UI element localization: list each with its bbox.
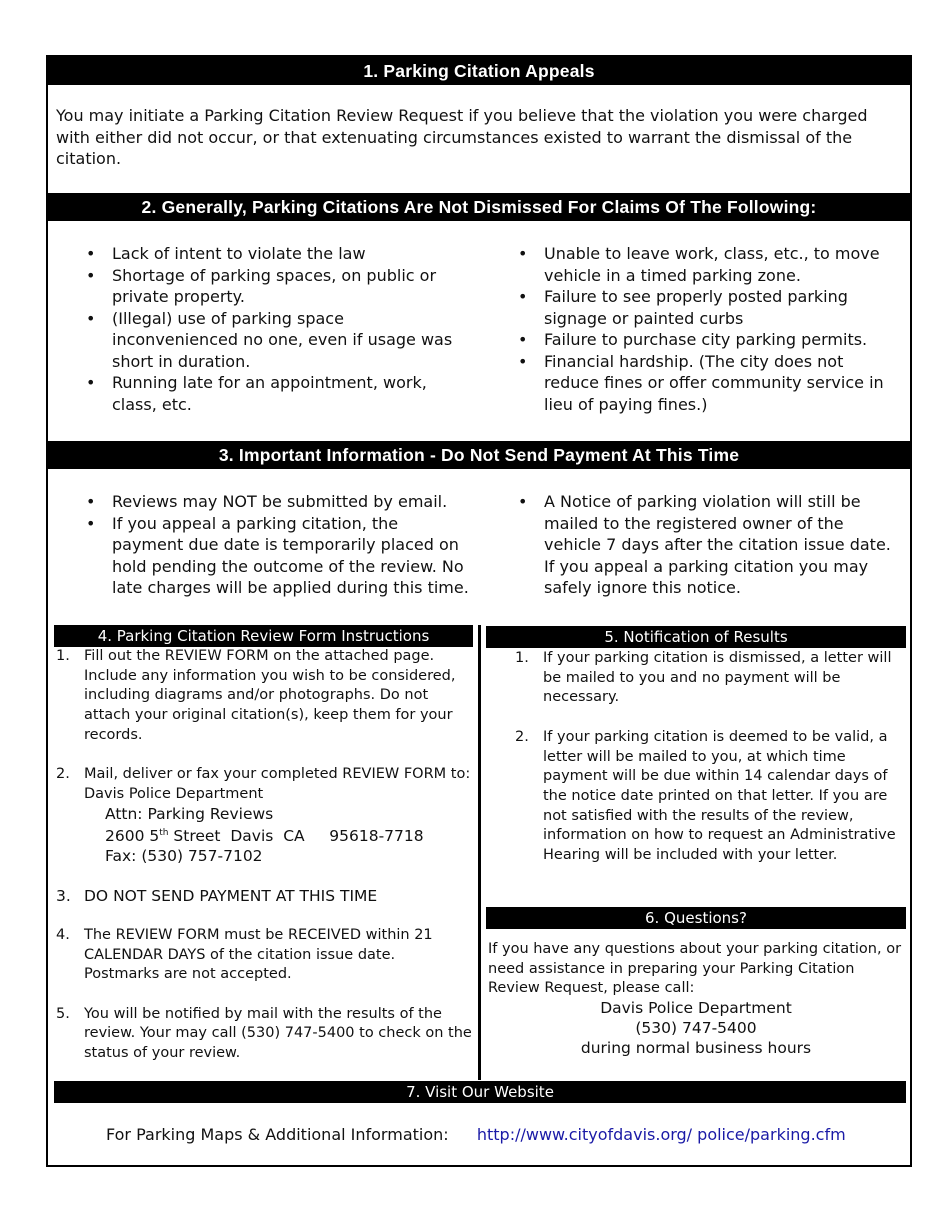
street-rest: Street Davis CA 95618-7718 [168, 827, 424, 846]
section-6-header: 6. Questions? [486, 907, 906, 929]
section-4-list [56, 647, 474, 1064]
section-2-header: 2. Generally, Parking Citations Are Not Dismissed For Claims Of The Following: [48, 193, 910, 221]
list-item: • Failure to purchase city parking permits. [514, 329, 899, 351]
contact-phone: (530) 747-5400 [635, 1019, 757, 1037]
item-number: 1. [56, 648, 70, 664]
attn-line: Attn: Parking Reviews [105, 804, 274, 823]
item-text: Mail, deliver or fax your completed REVIEW FORM to: Davis Police Department [84, 766, 471, 802]
fax-line: Fax: (530) 757-7102 [105, 847, 263, 866]
item-number: 2. [515, 728, 529, 745]
section-6-body: If you have any questions about your parking citation, or need assistance in preparing your Parking Citation Review Request, please call: [488, 941, 902, 997]
section-1-header: 1. Parking Citation Appeals [48, 57, 910, 85]
item-text: Fill out the REVIEW FORM on the attached page. Include any information you wish to be considered, including diagrams and/or photographs. Do not attach your original citation(s), keep them for your records. [84, 648, 456, 743]
item-number: 3. [56, 886, 71, 905]
list-item [56, 765, 474, 867]
list-item: • Reviews may NOT be submitted by email. [82, 491, 474, 513]
list-item: • Unable to leave work, class, etc., to move vehicle in a timed parking zone. [514, 243, 899, 286]
item-text: If your parking citation is dismissed, a letter will be mailed to you and no payment will be necessary. [543, 650, 892, 706]
list-item: • Failure to see properly posted parking signage or painted curbs [514, 286, 899, 329]
section-6-contact [486, 998, 906, 1058]
contact-department: Davis Police Department [600, 999, 792, 1017]
section-7-header: 7. Visit Our Website [54, 1081, 906, 1103]
contact-hours: during normal business hours [580, 1039, 812, 1057]
list-item: • Lack of intent to violate the law [82, 243, 467, 265]
item-number: 2. [56, 766, 70, 783]
section-4-header: 4. Parking Citation Review Form Instructions [54, 625, 473, 647]
website-label: For Parking Maps & Additional Information: [106, 1125, 449, 1144]
website-line [106, 1124, 896, 1146]
section-2-right-list [514, 243, 899, 415]
section-3-header: 3. Important Information - Do Not Send Payment At This Time [48, 441, 910, 469]
list-item [56, 1005, 474, 1064]
item-number: 5. [56, 1005, 70, 1022]
list-item: • Shortage of parking spaces, on public or private property. [82, 265, 467, 308]
section-2-left-list [82, 243, 467, 415]
street-number: 2600 5 [105, 827, 160, 846]
list-item: • Running late for an appointment, work, class, etc. [82, 372, 467, 415]
street-line [105, 824, 474, 847]
item-number: 4. [56, 926, 70, 943]
column-divider [478, 625, 481, 1080]
item-text: You will be notified by mail with the results of the review. Your may call (530) 747-5400 to check on the status of your review. [84, 1005, 472, 1062]
list-item: • Financial hardship. (The city does not reduce fines or offer community service in lieu of paying fines.) [514, 351, 899, 416]
list-item [56, 647, 474, 746]
list-item [56, 926, 474, 985]
item-text: If your parking citation is deemed to be valid, a letter will be mailed to you, at which time payment will be due within 14 calendar days of the notice date printed on that letter. If you are not satisfied with the results of the review, information on how to request an Administrative Hearing will be included with your letter. [543, 728, 896, 864]
list-item [515, 649, 905, 708]
section-5-header: 5. Notification of Results [486, 626, 906, 648]
list-item [56, 887, 474, 907]
website-link[interactable]: http://www.cityofdavis.org/ police/parking.cfm [476, 1125, 846, 1144]
street-suffix: th [159, 828, 169, 839]
section-1-body: You may initiate a Parking Citation Review Request if you believe that the violation you were charged with either did not occur, or that extenuating circumstances existed to warrant the dismissal of the citation. [56, 106, 868, 168]
section-3-left-list [82, 491, 474, 599]
item-number: 1. [515, 650, 529, 666]
list-item: • If you appeal a parking citation, the payment due date is temporarily placed on hold pending the outcome of the review. No late charges will be applied during this time. [82, 513, 474, 599]
item-text: DO NOT SEND PAYMENT AT THIS TIME [84, 886, 378, 905]
section-3-right-list [514, 491, 902, 599]
list-item: • A Notice of parking violation will still be mailed to the registered owner of the vehicle 7 days after the citation issue date. If you appeal a parking citation you may safely ignore this notice. [514, 491, 902, 599]
list-item: • (Illegal) use of parking space inconvenienced no one, even if usage was short in duration. [82, 308, 467, 373]
item-text: The REVIEW FORM must be RECEIVED within 21 CALENDAR DAYS of the citation issue date. Postmarks are not accepted. [84, 926, 433, 983]
mailing-address [84, 805, 474, 867]
section-5-list [515, 649, 905, 866]
list-item [515, 728, 905, 866]
